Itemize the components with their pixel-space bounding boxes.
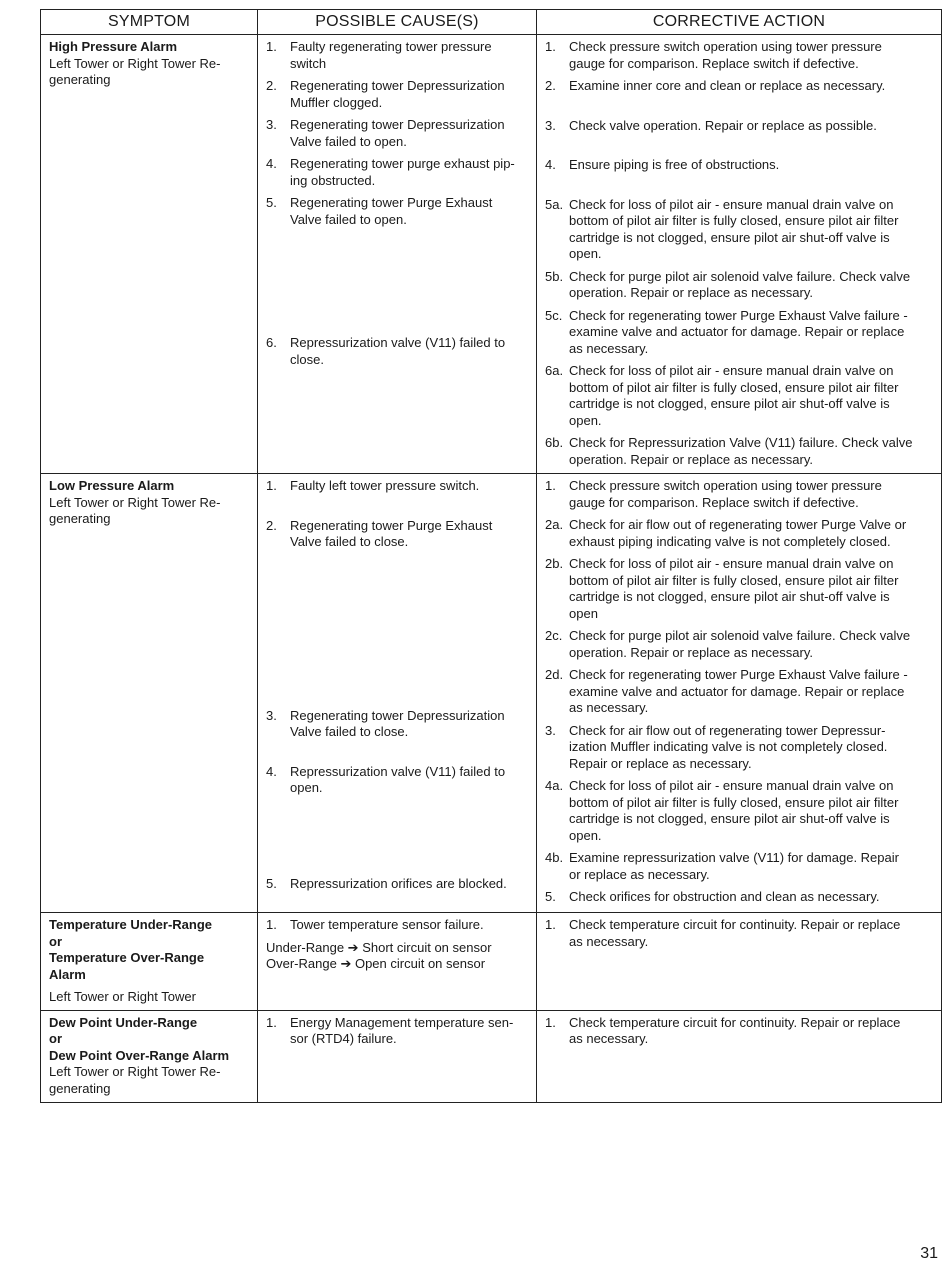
symptom-line: Temperature Under-Range xyxy=(49,917,213,932)
rows-2-causes-list xyxy=(258,913,536,976)
list-item xyxy=(545,78,937,95)
symptom-text xyxy=(41,474,257,532)
item-line: Repair or replace as necessary. xyxy=(569,755,752,771)
item-text xyxy=(569,39,937,72)
item-line: bottom of pilot air filter is fully closed, ensure pilot air filter xyxy=(569,572,899,588)
item-line: operation. Repair or replace as necessary. xyxy=(569,451,813,467)
list-item xyxy=(266,876,532,893)
item-line: as necessary. xyxy=(569,933,649,949)
item-text xyxy=(569,778,937,844)
item-line: close. xyxy=(290,351,324,367)
item-line: Check orifices for obstruction and clean as necessary. xyxy=(569,889,880,904)
list-item xyxy=(545,1015,937,1048)
symptom-line: Dew Point Under-Range xyxy=(49,1014,198,1030)
table-row xyxy=(41,474,942,913)
item-line: Valve failed to open. xyxy=(290,133,407,149)
symptom-line: generating xyxy=(49,511,111,526)
item-line: Check for loss of pilot air - ensure manual drain valve on xyxy=(569,196,894,212)
list-item xyxy=(545,628,937,661)
list-item xyxy=(545,363,937,429)
item-number: 5c. xyxy=(545,307,563,323)
cause-note xyxy=(266,940,532,957)
symptom-line: generating xyxy=(49,1080,111,1096)
symptom-line: or xyxy=(49,1031,62,1046)
list-item xyxy=(545,723,937,773)
item-number: 4b. xyxy=(545,850,564,865)
list-item xyxy=(545,197,937,263)
list-item xyxy=(266,195,532,228)
list-item xyxy=(266,1015,532,1048)
list-item xyxy=(266,117,532,150)
item-line: exhaust piping indicating valve is not completely closed. xyxy=(569,533,891,549)
list-item xyxy=(545,850,937,883)
item-number: 5. xyxy=(266,875,277,891)
item-line: Check temperature circuit for continuity. Repair or replace xyxy=(569,917,901,932)
item-text xyxy=(290,478,532,495)
item-number: 2d. xyxy=(545,667,564,682)
symptom-text xyxy=(41,1011,257,1102)
item-line: operation. Repair or replace as necessary. xyxy=(569,644,813,660)
list-item xyxy=(545,435,937,468)
list-item xyxy=(266,156,532,189)
item-line: Valve failed to close. xyxy=(290,534,409,549)
table-body xyxy=(41,35,942,1103)
cause-cell xyxy=(258,474,537,913)
list-item xyxy=(266,78,532,111)
item-number: 5. xyxy=(266,195,277,210)
header-corrective-action: CORRECTIVE ACTION xyxy=(537,10,942,35)
list-item xyxy=(545,478,937,511)
item-text xyxy=(290,764,532,797)
item-text xyxy=(569,269,937,302)
item-line: Check for loss of pilot air - ensure manual drain valve on xyxy=(569,363,894,378)
item-line: bottom of pilot air filter is fully closed, ensure pilot air filter xyxy=(569,213,899,228)
cause-cell xyxy=(258,35,537,474)
symptom-line: Low Pressure Alarm xyxy=(49,478,175,493)
item-line: Check temperature circuit for continuity. Repair or replace xyxy=(569,1014,901,1030)
page-number: 31 xyxy=(920,1245,938,1262)
item-line: cartridge is not clogged, ensure pilot air shut-off valve is xyxy=(569,396,890,411)
arrow-icon: ➔ xyxy=(347,939,359,955)
item-line: Muffler clogged. xyxy=(290,94,383,110)
item-text xyxy=(569,667,937,717)
item-number: 1. xyxy=(545,478,556,493)
item-line: Check for purge pilot air solenoid valve failure. Check valve xyxy=(569,268,911,284)
item-number: 2. xyxy=(266,78,277,93)
rows-1-causes-list xyxy=(258,474,536,895)
item-line: open xyxy=(569,605,598,621)
header-possible-causes: POSSIBLE CAUSE(S) xyxy=(258,10,537,35)
item-line: Faulty regenerating tower pressure xyxy=(290,39,492,54)
table-row xyxy=(41,1010,942,1102)
symptom-line: Left Tower or Right Tower Re- xyxy=(49,494,221,510)
note-label: Over-Range xyxy=(266,956,337,971)
symptom-cell xyxy=(41,913,258,1011)
item-number: 5b. xyxy=(545,268,564,284)
item-line: Regenerating tower Purge Exhaust xyxy=(290,195,493,210)
item-text xyxy=(569,363,937,429)
list-item xyxy=(545,667,937,717)
item-line: Repressurization orifices are blocked. xyxy=(290,875,507,891)
item-number: 2. xyxy=(266,517,277,533)
item-number: 3. xyxy=(266,117,277,132)
item-line: Check for loss of pilot air - ensure manual drain valve on xyxy=(569,556,894,571)
item-line: Check for air flow out of regenerating tower Depressur- xyxy=(569,722,886,738)
item-number: 1. xyxy=(266,39,277,54)
item-line: Valve failed to open. xyxy=(290,211,407,227)
item-line: Repressurization valve (V11) failed to xyxy=(290,335,506,350)
item-number: 6a. xyxy=(545,363,564,378)
item-text xyxy=(290,195,532,228)
item-line: as necessary. xyxy=(569,700,649,715)
rows-0-actions-list xyxy=(537,35,941,471)
table-row xyxy=(41,913,942,1011)
list-item xyxy=(545,556,937,622)
item-line: Examine repressurization valve (V11) for damage. Repair xyxy=(569,850,899,865)
note-text: Short circuit on sensor xyxy=(362,939,492,955)
list-item xyxy=(545,39,937,72)
item-line: or replace as necessary. xyxy=(569,866,710,882)
item-number: 3. xyxy=(545,722,556,738)
item-number: 1. xyxy=(545,1014,556,1030)
item-line: bottom of pilot air filter is fully closed, ensure pilot air filter xyxy=(569,379,899,395)
symptom-line: Dew Point Over-Range Alarm xyxy=(49,1047,230,1063)
item-number: 4. xyxy=(545,157,556,172)
list-item xyxy=(545,118,937,135)
list-item xyxy=(266,708,532,741)
item-text xyxy=(569,478,937,511)
item-text xyxy=(290,335,532,368)
item-number: 5a. xyxy=(545,196,564,212)
item-line: Check pressure switch operation using tower pressure xyxy=(569,39,882,54)
item-line: Regenerating tower Depressurization xyxy=(290,707,505,723)
item-number: 1. xyxy=(545,917,556,932)
item-number: 1. xyxy=(266,478,277,493)
item-number: 3. xyxy=(545,117,556,133)
item-line: cartridge is not clogged, ensure pilot air shut-off valve is xyxy=(569,589,890,604)
item-text xyxy=(569,308,937,358)
item-line: Valve failed to close. xyxy=(290,724,409,739)
symptom-cell xyxy=(41,474,258,913)
item-number: 2c. xyxy=(545,628,563,643)
item-text xyxy=(290,917,532,934)
item-line: Regenerating tower Depressurization xyxy=(290,78,505,93)
item-number: 4. xyxy=(266,156,277,171)
item-line: Check for regenerating tower Purge Exhaust Valve failure - xyxy=(569,667,908,682)
list-item xyxy=(545,917,937,950)
header-symptom: SYMPTOM xyxy=(41,10,258,35)
list-item xyxy=(545,157,937,174)
item-line: as necessary. xyxy=(569,340,649,356)
item-line: bottom of pilot air filter is fully closed, ensure pilot air filter xyxy=(569,794,899,810)
item-number: 4a. xyxy=(545,778,564,793)
item-line: Energy Management temperature sen- xyxy=(290,1014,514,1030)
item-line: Repressurization valve (V11) failed to xyxy=(290,763,506,779)
list-item xyxy=(545,778,937,844)
symptom-line: Temperature Over-Range xyxy=(49,950,205,965)
note-text: Open circuit on sensor xyxy=(354,956,486,971)
item-text xyxy=(569,723,937,773)
item-number: 1. xyxy=(266,1014,277,1030)
symptom-line: Left Tower or Right Tower Re- xyxy=(49,55,221,71)
item-text xyxy=(569,889,937,906)
item-line: open. xyxy=(569,827,602,843)
table-row xyxy=(41,35,942,474)
symptom-line: Left Tower or Right Tower xyxy=(49,989,196,1004)
list-item xyxy=(266,335,532,368)
item-text xyxy=(569,850,937,883)
item-text xyxy=(569,517,937,550)
note-label: Under-Range xyxy=(266,939,345,955)
symptom-line: Left Tower or Right Tower Re- xyxy=(49,1064,221,1079)
item-line: Check for Repressurization Valve (V11) failure. Check valve xyxy=(569,435,913,450)
list-item xyxy=(266,764,532,797)
item-number: 4. xyxy=(266,763,277,779)
item-line: ization Muffler indicating valve is not completely closed. xyxy=(569,739,888,754)
action-cell xyxy=(537,474,942,913)
item-line: switch xyxy=(290,55,327,71)
item-line: examine valve and actuator for damage. Repair or replace xyxy=(569,683,905,699)
item-text xyxy=(569,197,937,263)
list-item xyxy=(545,269,937,302)
item-line: Regenerating tower Depressurization xyxy=(290,117,505,132)
rows-0-causes-list xyxy=(258,35,536,371)
symptom-text xyxy=(41,35,257,93)
item-line: Check valve operation. Repair or replace as possible. xyxy=(569,117,877,133)
item-text xyxy=(569,435,937,468)
item-text xyxy=(290,876,532,893)
item-line: cartridge is not clogged, ensure pilot air shut-off valve is xyxy=(569,229,890,245)
item-text xyxy=(569,1015,937,1048)
item-line: Ensure piping is free of obstructions. xyxy=(569,157,780,172)
item-line: operation. Repair or replace as necessary. xyxy=(569,285,813,300)
item-line: Check for loss of pilot air - ensure manual drain valve on xyxy=(569,778,894,793)
item-number: 6. xyxy=(266,335,277,350)
item-line: Examine inner core and clean or replace as necessary. xyxy=(569,78,886,93)
item-text xyxy=(290,78,532,111)
action-cell xyxy=(537,1010,942,1102)
item-number: 3. xyxy=(266,707,277,723)
item-text xyxy=(569,78,937,95)
rows-3-actions-list xyxy=(537,1011,941,1051)
item-text xyxy=(290,117,532,150)
symptom-cell xyxy=(41,35,258,474)
list-item xyxy=(545,889,937,906)
item-line: Regenerating tower purge exhaust pip- xyxy=(290,156,515,171)
action-cell xyxy=(537,35,942,474)
item-number: 2. xyxy=(545,78,556,93)
item-line: ing obstructed. xyxy=(290,172,376,188)
item-text xyxy=(290,156,532,189)
item-line: open. xyxy=(290,780,323,795)
symptom-line: Alarm xyxy=(49,966,86,982)
item-line: Check for purge pilot air solenoid valve failure. Check valve xyxy=(569,628,911,643)
item-line: Regenerating tower Purge Exhaust xyxy=(290,517,493,533)
item-text xyxy=(569,628,937,661)
symptom-line: High Pressure Alarm xyxy=(49,39,178,54)
item-text xyxy=(569,157,937,174)
item-text xyxy=(569,917,937,950)
cause-cell xyxy=(258,1010,537,1102)
item-line: gauge for comparison. Replace switch if defective. xyxy=(569,494,859,510)
item-number: 2b. xyxy=(545,556,564,571)
symptom-line: generating xyxy=(49,72,111,87)
cause-cell xyxy=(258,913,537,1011)
item-line: open. xyxy=(569,412,602,428)
symptom-line: or xyxy=(49,933,62,949)
symptom-cell xyxy=(41,1010,258,1102)
cause-note xyxy=(266,956,532,973)
table-header-row xyxy=(41,10,942,35)
rows-3-causes-list xyxy=(258,1011,536,1051)
list-item xyxy=(266,917,532,934)
action-cell xyxy=(537,913,942,1011)
item-text xyxy=(290,39,532,72)
item-number: 1. xyxy=(266,917,277,932)
symptom-text xyxy=(41,913,257,1010)
item-text xyxy=(290,708,532,741)
item-number: 1. xyxy=(545,39,556,54)
item-line: examine valve and actuator for damage. Repair or replace xyxy=(569,324,905,339)
rows-2-actions-list xyxy=(537,913,941,953)
item-text xyxy=(290,518,532,551)
troubleshooting-table xyxy=(40,9,942,1103)
list-item xyxy=(545,308,937,358)
item-text xyxy=(569,556,937,622)
item-line: Check for air flow out of regenerating tower Purge Valve or xyxy=(569,517,907,532)
item-number: 2a. xyxy=(545,517,564,532)
list-item xyxy=(266,518,532,551)
item-line: gauge for comparison. Replace switch if defective. xyxy=(569,55,859,71)
item-line: Faulty left tower pressure switch. xyxy=(290,478,480,493)
rows-1-actions-list xyxy=(537,474,941,909)
item-line: as necessary. xyxy=(569,1031,649,1046)
item-text xyxy=(569,118,937,135)
list-item xyxy=(266,39,532,72)
list-item xyxy=(545,517,937,550)
arrow-icon: ➔ xyxy=(340,956,352,971)
item-text xyxy=(290,1015,532,1048)
item-number: 6b. xyxy=(545,435,564,450)
item-line: cartridge is not clogged, ensure pilot air shut-off valve is xyxy=(569,811,890,826)
list-item xyxy=(266,478,532,495)
item-line: Check for regenerating tower Purge Exhaust Valve failure - xyxy=(569,307,908,323)
item-line: sor (RTD4) failure. xyxy=(290,1031,397,1046)
item-line: Check pressure switch operation using tower pressure xyxy=(569,478,882,493)
item-number: 5. xyxy=(545,889,556,904)
item-line: Tower temperature sensor failure. xyxy=(290,917,484,932)
item-line: open. xyxy=(569,246,602,261)
